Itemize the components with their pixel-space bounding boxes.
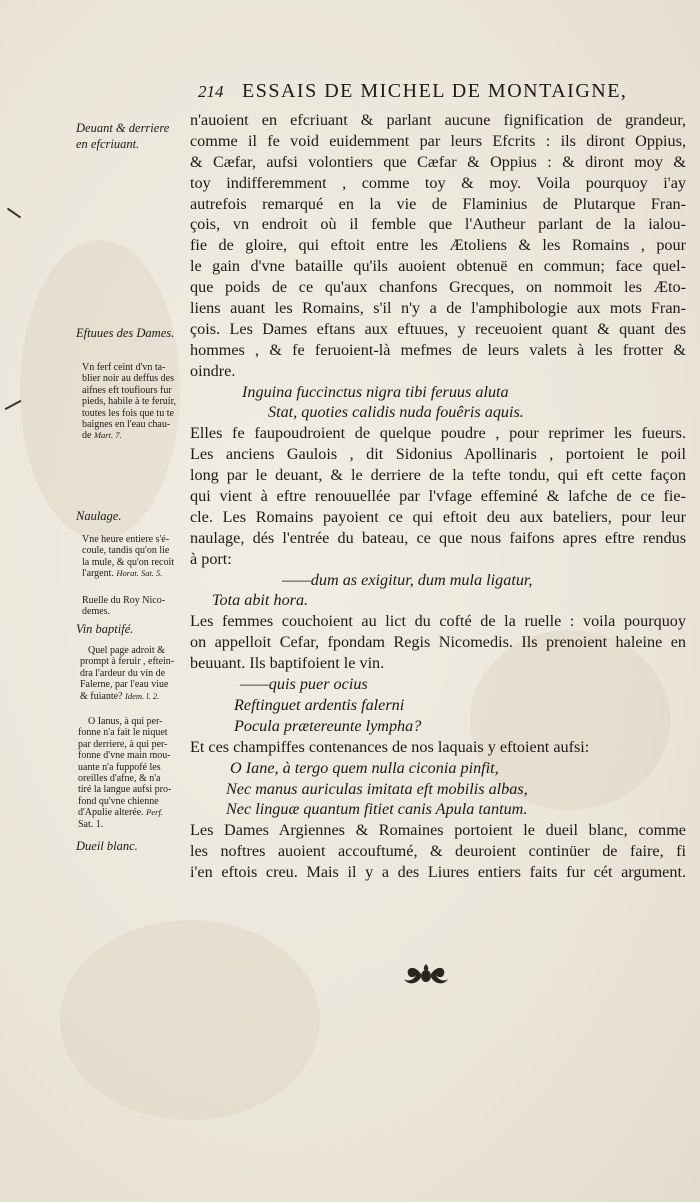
text-line: çois, vn endroit où il femble que l'Autheur parlant de la ialou- xyxy=(190,215,686,234)
verse-line: Inguina fuccinctus nigra tibi feruus aluta xyxy=(242,382,509,401)
margin-note-line xyxy=(82,568,194,579)
verse-line: Nec manus auriculas imitata eft mobilis albas, xyxy=(226,779,528,798)
text-line: autrefois remarqué en la vie de Flaminius de Plutarque Fran- xyxy=(190,194,686,213)
text-line: beuuant. Ils baptifoient le vin. xyxy=(190,654,385,673)
text-line: Et ces champiffes contenances de nos laquais y eftoient aufsi: xyxy=(190,737,590,756)
margin-note-vin xyxy=(80,645,192,702)
text-line: toy indifferemment , comme toy & moy. Voila pourquoy i'ay xyxy=(190,173,686,192)
text-line: naulage, dés l'entrée du bateau, ce que nous faifons apres eftre rendus xyxy=(190,528,686,547)
page-number: 214 xyxy=(198,82,224,101)
text-line: fie de gloire, qui eftoit entre les Ætoliens & les Romains , pour xyxy=(190,236,686,255)
text-line: liens auant les Romains, s'il n'y a de l'amphibologie aux mots Fran- xyxy=(190,299,686,318)
margin-note-line: Ruelle du Roy Nico- xyxy=(82,595,166,606)
margin-note-line: fond qu'vne chienne xyxy=(78,795,159,807)
margin-note-line: tiré la langue aufsi pro- xyxy=(78,784,172,796)
margin-note-line: uante n'a fuppofé les xyxy=(78,761,161,773)
text-line: les noftres auoient accouftumé, & deuroient continüer de faire, fi xyxy=(190,842,686,861)
margin-note-source: Perf. xyxy=(146,807,163,818)
margin-note-line xyxy=(82,430,194,441)
margin-heading-line: Deuant & derriere xyxy=(76,121,170,135)
margin-heading-vin xyxy=(76,621,188,637)
margin-note-line: Vn ferf ceint d'vn ta- xyxy=(82,362,166,373)
margin-heading-dames xyxy=(76,325,188,341)
margin-note-line: Vne heure entiere s'é- xyxy=(82,534,170,545)
text-line: Les femmes couchoient au lict du cofté de la ruelle : voila pourquoy xyxy=(190,612,686,631)
margin-note-source: Idem. l. 2. xyxy=(124,690,160,701)
text-line: le gain d'vne bataille qu'ils auoient obtenuë en commun; face quel- xyxy=(190,257,686,276)
margin-note-source: Horat. Sat. 5. xyxy=(116,568,163,579)
margin-note-line: O Ianus, à qui per- xyxy=(88,716,163,727)
margin-note-line: pieds, habile à te feruir, xyxy=(82,396,177,408)
text-line: i'en eftois creu. Mais il y a des Liures entiers faits fur cét argument. xyxy=(190,863,686,882)
margin-note-line: prompt à feruir , eftein- xyxy=(80,656,175,668)
margin-note-line: demes. xyxy=(82,606,111,618)
margin-note-line: toutes les fois que tu te xyxy=(82,407,174,419)
margin-note-text: de xyxy=(82,430,92,442)
ink-mark xyxy=(5,400,22,410)
text-line: à port: xyxy=(190,549,232,568)
running-title: ESSAIS DE MICHEL DE MONTAIGNE, xyxy=(242,80,628,102)
margin-note-line xyxy=(78,807,190,818)
paper-stain xyxy=(60,920,320,1120)
margin-heading-dueil xyxy=(76,838,188,854)
verse-line: ——dum as exigitur, dum mula ligatur, xyxy=(282,570,533,589)
text-line: cle. Les Romains payoient ce qui eftoit deu aux bateliers, pour leur xyxy=(190,507,686,526)
margin-note-ianus xyxy=(78,716,190,830)
ink-mark xyxy=(7,208,21,219)
margin-note-line: oreilles d'afne, & n'a xyxy=(78,773,161,785)
margin-note-line: blier noir au deffus des xyxy=(82,373,175,385)
margin-note-line: dra l'ardeur du vin de xyxy=(80,667,166,679)
text-line: Elles fe faupoudroient de quelque poudre , pour reprimer les fueurs. xyxy=(190,424,686,443)
margin-note-naulage xyxy=(82,534,194,580)
text-line: hommes , & fe feruoient-là mefmes de leurs valets à les frotter & xyxy=(190,340,686,359)
text-line: oindre. xyxy=(190,361,236,380)
margin-heading-line: Naulage. xyxy=(76,509,122,523)
margin-heading-line: Vin baptifé. xyxy=(76,622,134,636)
margin-note-line: Falerne, par l'eau viue xyxy=(80,679,169,691)
text-line: qui vient à eftre renouuellée par l'vfage effeminé & lafche de ce fie- xyxy=(190,487,686,506)
margin-note-line: aifnes eft toufiours fur xyxy=(82,384,172,396)
margin-note-text: l'argent. xyxy=(82,568,114,580)
margin-heading-devant xyxy=(76,120,188,152)
margin-note-line: Quel page adroit & xyxy=(88,645,165,656)
margin-note-line: fonne n'a fait le niquet xyxy=(78,727,168,739)
text-line: que poids de ce qu'aux chanfons Grecques, on nommoit les Æto- xyxy=(190,278,686,297)
text-line: Les Dames Argiennes & Romaines portoient le dueil blanc, comme xyxy=(190,821,686,840)
margin-note-line: baignes en l'eau chau- xyxy=(82,419,171,431)
margin-note-dames xyxy=(82,362,194,442)
margin-heading-line: Dueil blanc. xyxy=(76,839,138,853)
margin-note-line xyxy=(80,691,192,702)
margin-heading-line: en efcriuant. xyxy=(76,137,140,151)
verse-line: O Iane, à tergo quem nulla ciconia pinfit, xyxy=(230,758,499,777)
text-line: çois. Les Dames eftans aux eftuues, y receuoient quant & quant des xyxy=(190,319,686,338)
margin-heading-line: Eftuues des Dames. xyxy=(76,326,175,340)
running-header xyxy=(198,80,688,103)
margin-note-source: Sat. 1. xyxy=(78,818,104,830)
verse-line: Stat, quoties calidis nuda fouêris aquis. xyxy=(268,403,524,422)
margin-note-ruelle xyxy=(82,595,194,618)
margin-note-text: & fuiante? xyxy=(80,690,123,702)
margin-note-text: d'Apulie alterée. xyxy=(78,807,144,819)
verse-line: ——quis puer ocius xyxy=(240,675,368,694)
text-line: long par le deuant, & le derriere de la tefte tondu, qui eft cette façon xyxy=(190,466,686,485)
verse-line: Tota abit hora. xyxy=(212,591,309,610)
text-line: & Cæfar, aufsi volontiers que Cæfar & Oppius : & diront moy & xyxy=(190,152,686,171)
fleuron-ornament-icon xyxy=(400,960,452,988)
margin-note-line: par derriere, à qui per- xyxy=(78,738,168,750)
text-line: Les anciens Gaulois , dit Sidonius Apollinaris , portoient le poil xyxy=(190,445,686,464)
verse-line: Reftinguet ardentis falerni xyxy=(234,695,405,714)
text-line: n'auoient en efcriuant & parlant aucune fignification de grandeur, xyxy=(190,111,686,129)
margin-note-line: coule, tandis qu'on lie xyxy=(82,545,170,557)
margin-note-line: fonne d'vne main mou- xyxy=(78,750,171,762)
margin-heading-naulage xyxy=(76,508,188,524)
body-text xyxy=(190,110,686,883)
verse-line: Nec linguæ quantum fitiet canis Apula tantum. xyxy=(226,800,528,819)
margin-note-source: Mart. 7. xyxy=(93,430,122,441)
margin-note-line: la mule, & qu'on recoit xyxy=(82,556,175,568)
verse-line: Pocula prætereunte lympha? xyxy=(234,716,422,735)
text-line: on appelloit Cefar, fpondam Regis Nicomedis. Ils prenoient haleine en xyxy=(190,633,686,652)
text-line: comme il fe void euidemment par leurs Efcrits : ils diront Oppius, xyxy=(190,131,686,150)
